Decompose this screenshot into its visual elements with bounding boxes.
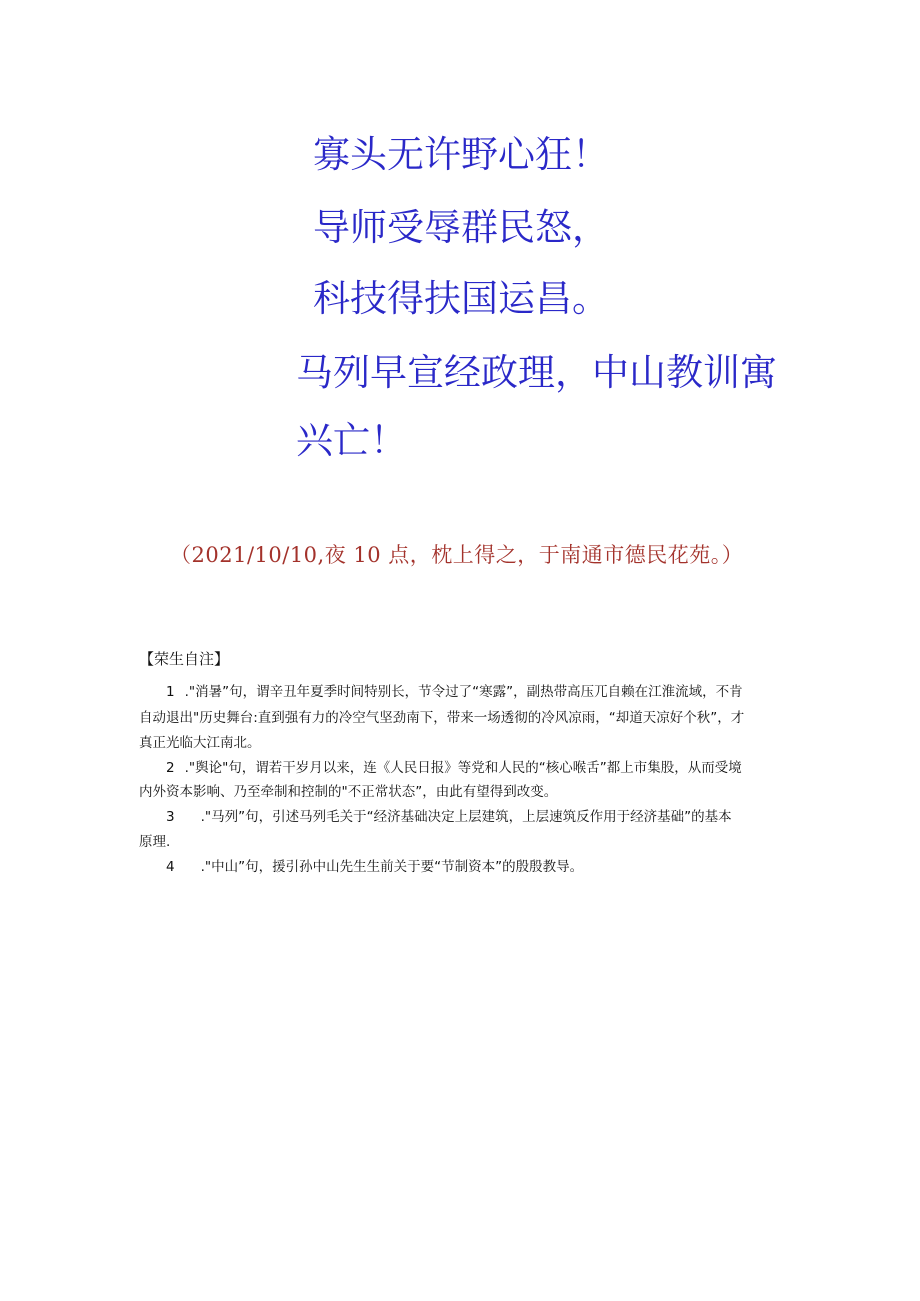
notes-heading: 【荣生自注】: [139, 650, 230, 668]
note-1-text-1: ."消暑”句，谓辛丑年夏季时间特别长，节令过了“寒露”，副热带高压兀自赖在江淮流域，不肯: [184, 684, 743, 700]
note-2-line-1: [166, 756, 742, 781]
note-3-line-2: 原理.: [139, 834, 171, 850]
note-2-number: 2: [166, 760, 175, 776]
note-4-line-1: [166, 855, 583, 880]
note-2-line-2: 内外资本影响、乃至牵制和控制的"不正常状态”，由此有望得到改变。: [139, 784, 558, 800]
date-signature: （2021/10/10,夜 10 点，枕上得之，于南通市德民花苑。）: [170, 543, 744, 567]
note-1-line-3: 真正光临大江南北。: [139, 735, 261, 751]
note-1-line-2: 自动退出"历史舞台:直到强有力的冷空气坚劲南下，带来一场透彻的冷风凉雨，“却道天凉好个秋”，才: [139, 710, 745, 726]
note-4-text-1: ."中山”句，援引孙中山先生生前关于要“节制资本”的殷殷教导。: [200, 859, 584, 875]
note-1-number: 1: [166, 684, 175, 700]
note-4-number: 4: [166, 859, 175, 875]
poem-line-1: 寡头无许野心狂！: [313, 133, 609, 176]
note-1-line-1: [166, 680, 743, 705]
poem-line-4: 马列早宣经政理，中山教训寓: [296, 351, 777, 394]
note-3-text-1: ."马列”句，引述马列毛关于“经济基础决定上层建筑，上层速筑反作用于经济基础”的基本: [200, 809, 732, 825]
note-2-text-1: ."舆论"句，谓若干岁月以来，连《人民日报》等党和人民的“核心喉舌”都上市集股，从而受境: [184, 760, 742, 776]
poem-line-5: 兴亡！: [296, 419, 407, 462]
poem-line-2: 导师受辱群民怒，: [313, 206, 609, 249]
note-3-line-1: [166, 805, 732, 830]
note-3-number: 3: [166, 809, 175, 825]
poem-line-3: 科技得扶国运昌。: [313, 277, 609, 320]
